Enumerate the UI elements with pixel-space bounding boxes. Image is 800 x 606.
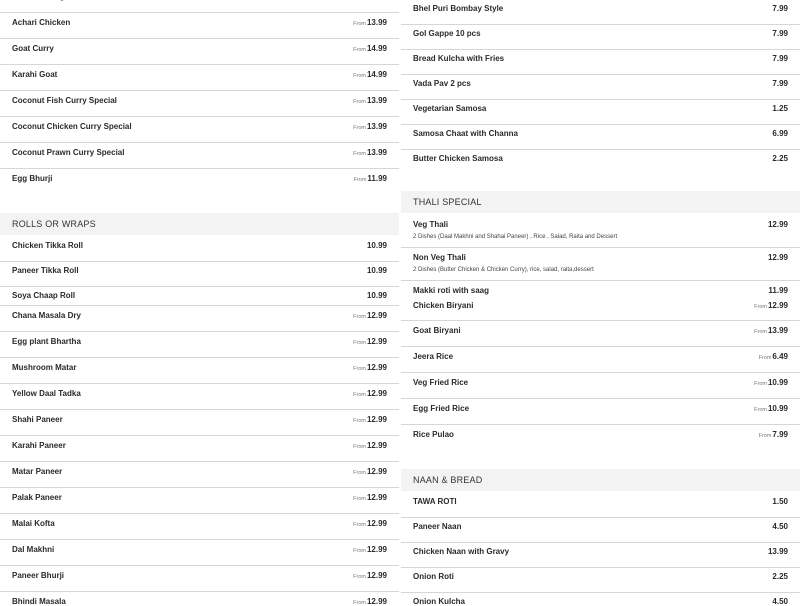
item-name: Vegetarian Samosa <box>413 104 487 113</box>
menu-item[interactable] <box>0 540 399 566</box>
item-price <box>353 96 387 105</box>
item-name: Onion Roti <box>413 572 454 581</box>
from-label: From <box>353 21 366 27</box>
item-name: Achari Chicken <box>12 18 71 27</box>
section-title: NAAN & BREAD <box>413 475 483 485</box>
item-name: Bread Kulcha with Fries <box>413 54 505 63</box>
item-name: Egg Bhurji <box>12 174 53 183</box>
item-price: 1.50 <box>772 497 788 506</box>
item-price <box>353 389 387 398</box>
item-price: 6.99 <box>772 129 788 138</box>
item-name: Veg Fried Rice <box>413 378 469 387</box>
menu-item[interactable] <box>0 358 399 384</box>
item-price <box>353 415 387 424</box>
from-label: From <box>353 99 366 105</box>
item-price: 2.25 <box>772 154 788 163</box>
from-label: From <box>754 329 767 335</box>
item-name: Gol Gappe 10 pcs <box>413 29 481 38</box>
menu-item[interactable] <box>0 286 399 306</box>
item-name: Karahi Goat <box>12 70 58 79</box>
from-label: From <box>353 600 366 606</box>
item-price <box>353 545 387 554</box>
item-name: Malai Kofta <box>12 519 55 528</box>
menu-item[interactable] <box>0 332 399 358</box>
item-name: Matar Paneer <box>12 467 63 476</box>
item-price <box>353 337 387 346</box>
item-name: Mushroom Matar <box>12 363 77 372</box>
price-value: 10.99 <box>767 404 788 413</box>
item-price: 4.50 <box>772 597 788 606</box>
section-header-thali <box>401 191 800 213</box>
item-price: 12.99 <box>767 220 788 229</box>
menu-item[interactable] <box>401 567 800 593</box>
price-value: 12.99 <box>366 493 387 502</box>
item-name: TAWA ROTI <box>413 497 457 506</box>
menu-item[interactable] <box>401 399 800 425</box>
price-value: 12.99 <box>366 519 387 528</box>
price-value: 12.99 <box>366 311 387 320</box>
item-price <box>353 519 387 528</box>
item-description: 2 Dishes (Daal Makhni and Shahai Paneer) , Rice , Salad, Raita and Dessert <box>413 234 618 240</box>
menu-item[interactable] <box>401 149 800 175</box>
from-label: From <box>353 496 366 502</box>
price-value: 12.99 <box>366 597 387 606</box>
item-price: 2.25 <box>772 572 788 581</box>
item-price <box>353 467 387 476</box>
menu-item[interactable] <box>0 462 399 488</box>
item-price <box>353 70 387 79</box>
item-name: Paneer Naan <box>413 522 462 531</box>
item-price: 7.99 <box>772 54 788 63</box>
item-name: Onion Kulcha <box>413 597 465 606</box>
from-label: From <box>353 548 366 554</box>
item-price: 12.99 <box>767 253 788 262</box>
price-value: 13.99 <box>366 148 387 157</box>
item-price: 10.99 <box>366 241 387 250</box>
section-title: THALI SPECIAL <box>413 197 482 207</box>
item-name: Egg plant Bhartha <box>12 337 81 346</box>
item-name: Chicken Biryani <box>413 301 474 310</box>
menu-item[interactable] <box>401 0 800 25</box>
item-price <box>354 174 387 183</box>
menu-item[interactable] <box>401 74 800 100</box>
item-name: Non Veg Thali <box>413 253 466 262</box>
price-value: 13.99 <box>366 96 387 105</box>
price-value: 12.99 <box>767 301 788 310</box>
from-label: From <box>353 151 366 157</box>
item-name: Goat Curry <box>12 44 54 53</box>
item-name: Shahi Paneer <box>12 415 63 424</box>
item-name: Butter Chicken Samosa <box>413 154 503 163</box>
item-name: Makki roti with saag <box>413 286 490 295</box>
from-label: From <box>754 407 767 413</box>
menu-item[interactable] <box>401 321 800 347</box>
item-price <box>353 493 387 502</box>
item-name: Rice Pulao <box>413 430 454 439</box>
menu-item[interactable] <box>401 215 800 248</box>
menu-item[interactable] <box>0 514 399 540</box>
item-name: Karahi Paneer <box>12 441 66 450</box>
price-value: 12.99 <box>366 545 387 554</box>
price-value: 10.99 <box>767 378 788 387</box>
item-price <box>353 122 387 131</box>
item-name: Chicken Tikka Roll <box>12 241 83 250</box>
price-value: 14.99 <box>366 44 387 53</box>
item-name: Paneer Bhurji <box>12 571 65 580</box>
price-value: 12.99 <box>366 337 387 346</box>
menu-item[interactable] <box>401 492 800 518</box>
menu-item[interactable] <box>401 425 800 451</box>
menu-item[interactable] <box>0 410 399 436</box>
item-price <box>353 571 387 580</box>
item-price <box>353 0 387 1</box>
section-header-naan <box>401 469 800 491</box>
price-value: 12.99 <box>366 467 387 476</box>
menu-item[interactable] <box>401 592 800 606</box>
item-price <box>353 597 387 606</box>
item-name: Veg Thali <box>413 220 449 229</box>
item-name: Egg Fried Rice <box>413 404 470 413</box>
menu-item[interactable] <box>401 99 800 125</box>
item-name: Soya Chaap Roll <box>12 291 76 300</box>
menu-item[interactable] <box>0 592 399 606</box>
item-price: 10.99 <box>366 291 387 300</box>
from-label: From <box>353 392 366 398</box>
menu-item[interactable] <box>0 169 399 195</box>
from-label: From <box>353 366 366 372</box>
menu-item[interactable] <box>401 373 800 399</box>
item-name: Samosa Chaat with Channa <box>413 129 518 138</box>
item-name <box>12 0 82 1</box>
from-label: From <box>353 470 366 476</box>
item-name: Bhindi Masala <box>12 597 66 606</box>
menu-item[interactable] <box>0 39 399 65</box>
menu-item[interactable] <box>401 281 800 295</box>
menu-item[interactable] <box>0 488 399 514</box>
menu-item[interactable] <box>0 436 399 462</box>
item-price <box>353 311 387 320</box>
item-price <box>353 148 387 157</box>
item-name: Dal Makhni <box>12 545 55 554</box>
price-value: 12.99 <box>366 571 387 580</box>
item-price <box>754 404 788 413</box>
from-label: From <box>353 314 366 320</box>
item-name: Coconut Chicken Curry Special <box>12 122 132 131</box>
item-price: 7.99 <box>772 4 788 13</box>
from-label: From <box>758 355 772 361</box>
from-label: From <box>353 522 366 528</box>
item-name: Paneer Tikka Roll <box>12 266 79 275</box>
menu-item[interactable] <box>0 143 399 169</box>
price-value: 13.99 <box>366 18 387 27</box>
item-price: 1.25 <box>772 104 788 113</box>
price-value: 13.99 <box>767 326 788 335</box>
menu-item[interactable] <box>0 117 399 143</box>
item-price: 11.99 <box>768 286 788 295</box>
item-name: Jeera Rice <box>413 352 454 361</box>
item-price <box>353 18 387 27</box>
price-value: 12.99 <box>366 415 387 424</box>
from-label <box>353 0 366 1</box>
item-name: Chana Masala Dry <box>12 311 81 320</box>
price-value: 12.99 <box>366 389 387 398</box>
from-label: From <box>353 73 366 79</box>
section-header-rolls <box>0 213 399 235</box>
item-name: Palak Paneer <box>12 493 62 502</box>
menu-item[interactable] <box>0 261 399 287</box>
item-price: 13.99 <box>767 547 788 556</box>
section-title: ROLLS OR WRAPS <box>12 219 96 229</box>
item-price: 4.50 <box>772 522 788 531</box>
item-price <box>754 326 788 335</box>
menu-item[interactable] <box>401 248 800 281</box>
item-price: 7.99 <box>772 29 788 38</box>
from-label: From <box>353 47 366 53</box>
item-name: Goat Biryani <box>413 326 461 335</box>
item-price <box>754 301 788 310</box>
menu-item[interactable] <box>0 0 399 13</box>
item-price <box>754 378 788 387</box>
from-label: From <box>353 574 366 580</box>
menu-item[interactable] <box>0 384 399 410</box>
menu-item[interactable] <box>0 91 399 117</box>
item-name: Coconut Prawn Curry Special <box>12 148 125 157</box>
item-price: 10.99 <box>366 266 387 275</box>
item-name: Yellow Daal Tadka <box>12 389 81 398</box>
price-value <box>367 0 387 1</box>
item-name: Coconut Fish Curry Special <box>12 96 117 105</box>
menu-item[interactable] <box>401 49 800 75</box>
price-value: 13.99 <box>366 122 387 131</box>
item-name: Chicken Naan with Gravy <box>413 547 510 556</box>
menu-item[interactable] <box>401 517 800 543</box>
menu-item[interactable] <box>401 542 800 568</box>
menu-item[interactable] <box>0 566 399 592</box>
from-label: From <box>754 381 767 387</box>
item-price <box>353 363 387 372</box>
price-value: 12.99 <box>366 363 387 372</box>
menu-item[interactable] <box>401 24 800 50</box>
item-description: 2 Dishes (Butter Chicken & Chicken Curry), rice, salad, raita,dessert <box>413 267 594 273</box>
price-value: 12.99 <box>366 441 387 450</box>
from-label: From <box>353 418 366 424</box>
price-value: 6.49 <box>772 352 788 361</box>
menu-item[interactable] <box>401 347 800 373</box>
from-label: From <box>353 340 366 346</box>
item-price: 7.99 <box>772 79 788 88</box>
menu-item[interactable] <box>401 124 800 150</box>
item-price <box>353 441 387 450</box>
menu-item[interactable] <box>0 13 399 39</box>
item-name: Vada Pav 2 pcs <box>413 79 471 88</box>
from-label: From <box>353 177 367 183</box>
from-label: From <box>353 444 366 450</box>
from-label: From <box>758 433 772 439</box>
price-value: 7.99 <box>772 430 788 439</box>
item-name: Bhel Puri Bombay Style <box>413 4 504 13</box>
item-price <box>759 352 788 361</box>
menu-item[interactable] <box>401 295 800 321</box>
menu-item[interactable] <box>0 306 399 332</box>
item-price <box>353 44 387 53</box>
price-value: 11.99 <box>367 174 387 183</box>
item-price <box>759 430 788 439</box>
price-value: 14.99 <box>366 70 387 79</box>
menu-item[interactable] <box>0 236 399 262</box>
from-label: From <box>754 304 767 310</box>
menu-item[interactable] <box>0 65 399 91</box>
from-label: From <box>353 125 366 131</box>
